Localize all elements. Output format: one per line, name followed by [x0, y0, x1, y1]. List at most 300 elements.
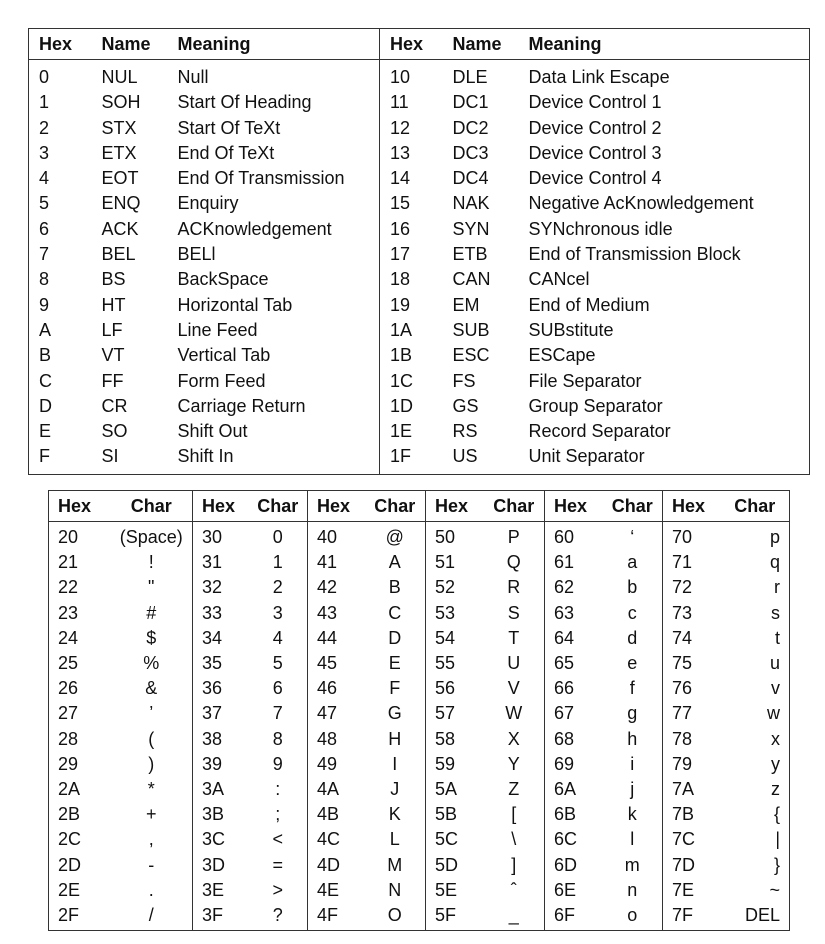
column-header: Meaning	[168, 29, 380, 60]
table-cell: S	[507, 602, 520, 623]
table-cell: 37	[193, 701, 249, 726]
table-cell: 2C	[58, 829, 82, 850]
table-cell: ’	[149, 703, 154, 724]
table-cell: C	[388, 602, 402, 623]
table-cell: (	[148, 728, 155, 749]
table-cell: EOT	[101, 168, 139, 189]
table-row	[49, 522, 790, 551]
table-cell: 3	[39, 142, 50, 163]
table-cell: y	[771, 753, 780, 774]
table-cell: 7	[39, 244, 50, 265]
table-cell: DC2	[452, 117, 489, 138]
table-row	[49, 550, 790, 575]
table-cell: 33	[193, 601, 249, 626]
table-cell: 23	[58, 602, 79, 623]
table-cell: $	[146, 627, 157, 648]
table-cell: 31	[193, 550, 249, 575]
table-cell: CAN	[452, 269, 491, 290]
table-cell: D	[388, 627, 402, 648]
table-cell: CANcel	[528, 269, 590, 290]
table-cell: _	[508, 905, 519, 926]
table-cell: RS	[452, 421, 478, 442]
table-cell: Carriage Return	[177, 395, 306, 416]
table-cell: ;	[275, 804, 281, 825]
table-row	[29, 60, 810, 91]
table-cell: End of Transmission Block	[528, 244, 741, 265]
table-cell: 62	[545, 575, 603, 600]
table-cell: 21	[58, 552, 79, 573]
table-cell: -	[148, 854, 155, 875]
table-cell: ]	[511, 854, 517, 875]
table-cell: 4	[272, 627, 283, 648]
table-cell: 14	[380, 166, 443, 191]
table-row	[49, 878, 790, 903]
table-cell: =	[272, 854, 283, 875]
table-cell: SUB	[452, 319, 490, 340]
table-cell: 2B	[58, 804, 81, 825]
table-cell: BEL	[101, 244, 136, 265]
table-cell: (Space)	[119, 527, 183, 547]
table-cell: STX	[101, 117, 137, 138]
table-cell: Vertical Tab	[177, 345, 271, 366]
control-characters-table	[28, 28, 810, 475]
column-header: Char	[365, 491, 426, 522]
table-cell: /	[148, 905, 154, 926]
table-cell: 3D	[193, 853, 249, 878]
table-cell: r	[774, 577, 780, 598]
table-cell: Device Control 1	[528, 92, 662, 113]
table-cell: 15	[380, 191, 443, 216]
table-cell: 59	[426, 752, 484, 777]
table-cell: I	[392, 753, 398, 774]
table-cell: ~	[769, 879, 780, 900]
table-cell: 19	[380, 293, 443, 318]
table-cell: 4D	[308, 853, 365, 878]
column-header: Hex	[193, 491, 249, 522]
table-cell: LF	[101, 319, 123, 340]
table-cell: Enquiry	[177, 193, 239, 214]
table-cell: Shift Out	[177, 421, 248, 442]
table-cell: 66	[545, 676, 603, 701]
column-header: Hex	[380, 29, 443, 60]
column-header: Char	[721, 491, 790, 522]
table-cell: 72	[663, 575, 721, 600]
table-cell: 5	[272, 653, 283, 674]
column-header: Char	[484, 491, 545, 522]
table-cell: 44	[308, 626, 365, 651]
table-cell: v	[771, 678, 780, 699]
table-cell: 65	[545, 651, 603, 676]
table-cell: Q	[506, 552, 521, 573]
table-cell: ?	[272, 905, 283, 926]
table-cell: 5F	[426, 903, 484, 931]
table-cell: EM	[452, 294, 480, 315]
table-cell: x	[771, 728, 780, 749]
table-cell: 2A	[58, 779, 81, 800]
table-cell: 71	[663, 550, 721, 575]
table-cell: 61	[545, 550, 603, 575]
table-cell: 1D	[380, 394, 443, 419]
table-cell: !	[148, 552, 154, 573]
table-cell: 2F	[58, 905, 80, 926]
table-cell: G	[387, 703, 402, 724]
table-cell: 55	[426, 651, 484, 676]
table-cell: Device Control 3	[528, 142, 662, 163]
table-cell: 50	[426, 522, 484, 551]
table-cell: 58	[426, 727, 484, 752]
table-cell: 8	[272, 728, 283, 749]
table-cell: 4	[39, 168, 50, 189]
table-row	[29, 191, 810, 216]
table-cell: C	[39, 370, 52, 391]
table-cell: 18	[380, 267, 443, 292]
table-cell: 40	[308, 522, 365, 551]
table-row	[49, 601, 790, 626]
table-cell: NUL	[101, 67, 138, 87]
table-cell: 5	[39, 193, 50, 214]
table-row	[29, 394, 810, 419]
table-cell: Record Separator	[528, 421, 671, 442]
table-cell: 17	[380, 242, 443, 267]
table-cell: BELl	[177, 244, 216, 265]
table-cell: c	[627, 602, 637, 623]
table-cell: Start Of TeXt	[177, 117, 281, 138]
table-cell: H	[388, 728, 402, 749]
column-header: Name	[92, 29, 168, 60]
table-cell: >	[272, 879, 283, 900]
table-cell: 79	[663, 752, 721, 777]
table-cell: 47	[308, 701, 365, 726]
table-cell: DC3	[452, 142, 489, 163]
table-cell: ETX	[101, 142, 137, 163]
table-cell: 36	[193, 676, 249, 701]
table-cell: z	[771, 779, 780, 800]
table-cell: 69	[545, 752, 603, 777]
table-cell: FS	[452, 370, 476, 391]
table-cell: 70	[663, 522, 721, 551]
table-cell: )	[148, 753, 155, 774]
table-cell: 5C	[426, 827, 484, 852]
table-cell: 5A	[426, 777, 484, 802]
table-cell: 12	[380, 116, 443, 141]
table-cell: *	[147, 779, 155, 800]
table-cell: 11	[380, 90, 443, 115]
table-cell: DC4	[452, 168, 489, 189]
table-cell: 3A	[193, 777, 249, 802]
table-cell: 10	[380, 60, 443, 91]
table-cell: Shift In	[177, 446, 234, 467]
table-row	[49, 903, 790, 931]
table-cell: 3E	[193, 878, 249, 903]
column-header: Meaning	[519, 29, 810, 60]
table-cell: ,	[148, 829, 154, 850]
printable-characters-table	[48, 490, 790, 931]
table-cell: e	[627, 653, 638, 674]
table-cell: 1E	[380, 419, 443, 444]
table-cell: 7	[272, 703, 283, 724]
table-cell: 75	[663, 651, 721, 676]
table-cell: 6F	[545, 903, 603, 931]
table-cell: \	[511, 829, 517, 850]
table-cell: 1B	[380, 343, 443, 368]
table-cell: 27	[58, 703, 79, 724]
control-table-body	[29, 60, 810, 475]
table-cell: 41	[308, 550, 365, 575]
table-cell: 2E	[58, 879, 81, 900]
table-cell: 38	[193, 727, 249, 752]
table-cell: ETB	[452, 244, 488, 265]
table-cell: M	[387, 854, 403, 875]
table-cell: 54	[426, 626, 484, 651]
table-cell: j	[630, 779, 635, 800]
table-cell: Form Feed	[177, 370, 266, 391]
table-cell: File Separator	[528, 370, 642, 391]
table-row	[49, 676, 790, 701]
table-cell: P	[507, 527, 520, 547]
table-cell: R	[507, 577, 521, 598]
table-cell: 52	[426, 575, 484, 600]
table-cell: 4E	[308, 878, 365, 903]
table-row	[29, 116, 810, 141]
table-cell: 8	[39, 269, 50, 290]
table-row	[29, 369, 810, 394]
table-cell: DEL	[744, 905, 780, 926]
table-cell: SI	[101, 446, 119, 467]
table-cell: 29	[58, 753, 79, 774]
table-cell: Z	[508, 779, 520, 800]
table-row	[49, 651, 790, 676]
table-cell: Data Link Escape	[528, 67, 670, 87]
table-cell: 6	[39, 218, 50, 239]
table-cell: 1	[39, 92, 50, 113]
table-cell: 57	[426, 701, 484, 726]
table-cell: Horizontal Tab	[177, 294, 293, 315]
table-cell: 42	[308, 575, 365, 600]
table-cell: l	[630, 829, 635, 850]
table-cell: E	[39, 421, 52, 442]
table-cell: 39	[193, 752, 249, 777]
table-cell: 56	[426, 676, 484, 701]
table-cell: ˆ	[510, 879, 517, 900]
table-cell: 9	[272, 753, 283, 774]
table-cell: 0	[39, 67, 50, 87]
table-row	[49, 701, 790, 726]
table-cell: FF	[101, 370, 124, 391]
table-cell: VT	[101, 345, 125, 366]
table-cell: DLE	[452, 67, 488, 87]
table-row	[49, 575, 790, 600]
table-cell: 26	[58, 678, 79, 699]
table-cell: 16	[380, 217, 443, 242]
table-row	[49, 853, 790, 878]
table-cell: B	[39, 345, 52, 366]
table-cell: V	[507, 678, 520, 699]
table-cell: SOH	[101, 92, 141, 113]
table-row	[29, 141, 810, 166]
table-cell: 76	[663, 676, 721, 701]
table-cell: 3F	[193, 903, 249, 931]
table-cell: ENQ	[101, 193, 141, 214]
table-cell: g	[627, 703, 638, 724]
table-cell: Null	[177, 67, 209, 87]
table-cell: A	[388, 552, 401, 573]
table-cell: .	[148, 879, 154, 900]
table-row	[29, 293, 810, 318]
table-cell: D	[39, 395, 52, 416]
table-cell: 74	[663, 626, 721, 651]
table-cell: SO	[101, 421, 128, 442]
table-cell: 78	[663, 727, 721, 752]
table-cell: 7C	[663, 827, 721, 852]
table-cell: 6C	[545, 827, 603, 852]
table-cell: o	[627, 905, 638, 926]
column-header: Char	[249, 491, 308, 522]
table-cell: 7B	[663, 802, 721, 827]
table-cell: s	[771, 602, 780, 623]
table-cell: End of Medium	[528, 294, 650, 315]
table-cell: 2	[39, 117, 50, 138]
table-cell: CR	[101, 395, 128, 416]
table-cell: "	[148, 577, 155, 598]
table-row	[29, 419, 810, 444]
table-cell: 0	[272, 527, 283, 547]
table-cell: 5D	[426, 853, 484, 878]
table-cell: NAK	[452, 193, 490, 214]
table-cell: k	[627, 804, 637, 825]
table-cell: 22	[58, 577, 79, 598]
table-cell: 4C	[308, 827, 365, 852]
table-cell: O	[387, 905, 402, 926]
table-cell: a	[627, 552, 638, 573]
table-cell: 67	[545, 701, 603, 726]
table-cell: Device Control 4	[528, 168, 662, 189]
table-cell: |	[775, 829, 780, 850]
table-cell: BS	[101, 269, 126, 290]
table-cell: K	[388, 804, 401, 825]
table-cell: :	[275, 779, 281, 800]
table-cell: 68	[545, 727, 603, 752]
table-cell: L	[389, 829, 400, 850]
table-cell: p	[769, 527, 780, 547]
table-cell: 20	[58, 527, 79, 547]
table-cell: q	[769, 552, 780, 573]
table-cell: 6A	[545, 777, 603, 802]
column-header: Hex	[426, 491, 484, 522]
table-cell: &	[145, 678, 158, 699]
table-cell: 35	[193, 651, 249, 676]
table-cell: 46	[308, 676, 365, 701]
table-cell: SYNchronous idle	[528, 218, 673, 239]
char-table-body	[49, 522, 790, 931]
table-cell: [	[511, 804, 517, 825]
table-cell: 30	[193, 522, 249, 551]
table-cell: 43	[308, 601, 365, 626]
table-cell: A	[39, 319, 52, 340]
table-cell: 1C	[380, 369, 443, 394]
table-cell: 32	[193, 575, 249, 600]
table-cell: 1	[272, 552, 283, 573]
table-cell: 6B	[545, 802, 603, 827]
table-cell: %	[143, 653, 160, 674]
table-cell: US	[452, 446, 478, 467]
table-cell: 73	[663, 601, 721, 626]
table-cell: w	[767, 703, 780, 724]
table-cell: 3C	[193, 827, 249, 852]
table-cell: }	[773, 854, 780, 875]
table-row	[29, 444, 810, 474]
table-cell: 64	[545, 626, 603, 651]
table-row	[29, 318, 810, 343]
table-cell: Y	[507, 753, 520, 774]
table-cell: N	[388, 879, 402, 900]
table-cell: ACK	[101, 218, 139, 239]
table-cell: W	[505, 703, 523, 724]
table-cell: ESCape	[528, 345, 596, 366]
table-cell: HT	[101, 294, 126, 315]
table-cell: DC1	[452, 92, 489, 113]
table-cell: 9	[39, 294, 50, 315]
table-cell: 7E	[663, 878, 721, 903]
table-cell: t	[774, 627, 780, 648]
table-cell: 7D	[663, 853, 721, 878]
table-cell: 25	[58, 653, 79, 674]
column-header: Hex	[308, 491, 365, 522]
table-cell: X	[507, 728, 520, 749]
table-cell: 6	[272, 678, 283, 699]
table-cell: ESC	[452, 345, 490, 366]
table-row	[49, 727, 790, 752]
table-cell: f	[629, 678, 635, 699]
table-cell: 77	[663, 701, 721, 726]
table-cell: J	[390, 779, 400, 800]
table-cell: Line Feed	[177, 319, 258, 340]
table-cell: i	[630, 753, 635, 774]
table-cell: #	[146, 602, 157, 623]
table-cell: 28	[58, 728, 79, 749]
table-cell: 5B	[426, 802, 484, 827]
table-cell: F	[39, 446, 50, 467]
table-row	[29, 217, 810, 242]
table-cell: 4A	[308, 777, 365, 802]
table-cell: 6E	[545, 878, 603, 903]
table-cell: m	[624, 854, 640, 875]
table-cell: End Of TeXt	[177, 142, 275, 163]
table-cell: Negative AcKnowledgement	[528, 193, 754, 214]
table-cell: <	[272, 829, 283, 850]
table-cell: d	[627, 627, 638, 648]
table-row	[29, 343, 810, 368]
table-cell: 60	[545, 522, 603, 551]
table-cell: F	[389, 678, 401, 699]
table-row	[49, 802, 790, 827]
table-cell: 3B	[193, 802, 249, 827]
table-cell: u	[769, 653, 780, 674]
table-row	[29, 90, 810, 115]
table-cell: h	[627, 728, 638, 749]
column-header: Hex	[663, 491, 721, 522]
table-cell: Group Separator	[528, 395, 663, 416]
control-table-header-row	[29, 29, 810, 60]
table-row	[49, 626, 790, 651]
table-cell: {	[773, 804, 780, 825]
table-cell: b	[627, 577, 638, 598]
table-cell: 7A	[663, 777, 721, 802]
table-cell: Device Control 2	[528, 117, 662, 138]
table-cell: 1A	[380, 318, 443, 343]
table-cell: 3	[272, 602, 283, 623]
table-cell: 2	[272, 577, 283, 598]
table-row	[29, 166, 810, 191]
